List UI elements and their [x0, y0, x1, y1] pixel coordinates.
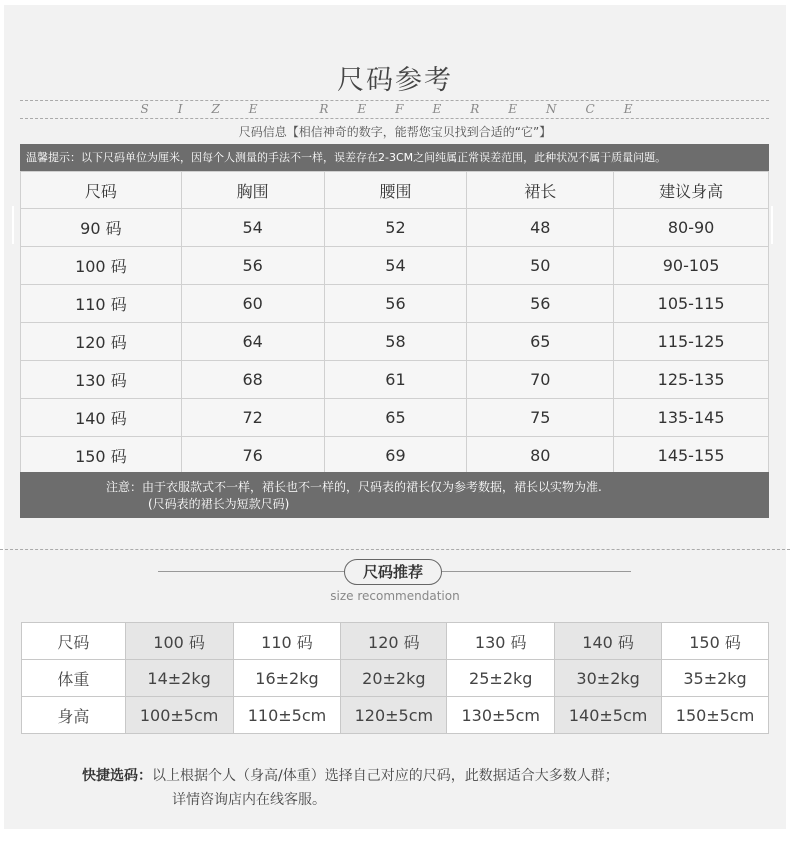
size-cell: 140 码 — [21, 399, 182, 437]
chest-cell: 64 — [181, 323, 324, 361]
table-row — [21, 285, 769, 323]
rec-right-line — [441, 571, 631, 572]
height-cell: 125-135 — [614, 361, 769, 399]
weight-cell: 14±2kg — [125, 660, 233, 697]
chest-cell: 76 — [181, 437, 324, 475]
top-dash-divider — [20, 100, 769, 101]
waist-cell: 56 — [324, 285, 467, 323]
height-cell: 140±5cm — [555, 697, 662, 734]
recommendation-subtitle: size recommendation — [330, 589, 460, 603]
weight-cell: 25±2kg — [447, 660, 555, 697]
weight-cell: 20±2kg — [341, 660, 447, 697]
size-cell: 100 码 — [125, 623, 233, 660]
size-cell: 90 码 — [21, 209, 182, 247]
length-cell: 50 — [467, 247, 614, 285]
chest-cell: 72 — [181, 399, 324, 437]
table-row — [21, 399, 769, 437]
height-cell: 105-115 — [614, 285, 769, 323]
height-cell: 150±5cm — [662, 697, 769, 734]
height-cell: 120±5cm — [341, 697, 447, 734]
left-edge-mark — [12, 206, 14, 244]
length-cell: 65 — [467, 323, 614, 361]
section-dash-divider — [0, 549, 790, 550]
height-cell: 135-145 — [614, 399, 769, 437]
table-row — [21, 361, 769, 399]
page-title: 尺码参考 — [337, 65, 453, 96]
chest-cell: 56 — [181, 247, 324, 285]
row-label: 体重 — [22, 660, 126, 697]
waist-cell: 69 — [324, 437, 467, 475]
header-cell: 裙长 — [467, 172, 614, 209]
header-cell: 腰围 — [324, 172, 467, 209]
note-line-2: (尺码表的裙长为短款尺码) — [148, 497, 290, 511]
header-cell: 建议身高 — [614, 172, 769, 209]
waist-cell: 54 — [324, 247, 467, 285]
table-row — [21, 209, 769, 247]
waist-cell: 58 — [324, 323, 467, 361]
size-table-header — [21, 172, 769, 209]
height-cell: 90-105 — [614, 247, 769, 285]
quick-pick-line-1 — [82, 764, 619, 788]
table-row — [22, 660, 769, 697]
waist-cell: 61 — [324, 361, 467, 399]
height-cell: 130±5cm — [447, 697, 555, 734]
table-row — [21, 323, 769, 361]
table-row — [21, 247, 769, 285]
length-cell: 56 — [467, 285, 614, 323]
length-cell: 80 — [467, 437, 614, 475]
quick-pick-line-2: 详情咨询店内在线客服。 — [172, 792, 326, 808]
quick-pick-label: 快捷选码： — [82, 768, 152, 784]
length-cell: 48 — [467, 209, 614, 247]
right-edge-mark — [771, 206, 773, 244]
size-cell: 140 码 — [555, 623, 662, 660]
size-cell: 130 码 — [21, 361, 182, 399]
note-banner — [20, 472, 769, 518]
recommendation-table — [21, 622, 769, 734]
height-cell: 100±5cm — [125, 697, 233, 734]
size-cell: 150 码 — [662, 623, 769, 660]
warning-banner: 温馨提示：以下尺码单位为厘米，因每个人测量的手法不一样，误差存在2-3CM之间纯属正常误差范围，此种状况不属于质量问题。 — [20, 144, 769, 171]
quick-pick-note — [82, 764, 619, 812]
length-cell: 70 — [467, 361, 614, 399]
table-row — [22, 697, 769, 734]
size-cell: 110 码 — [21, 285, 182, 323]
quick-pick-text: 以上根据个人（身高/体重）选择自己对应的尺码，此数据适合大多数人群； — [152, 768, 619, 784]
height-cell: 115-125 — [614, 323, 769, 361]
rec-left-line — [158, 571, 344, 572]
note-line-1: 注意：由于衣服款式不一样，裙长也不一样的，尺码表的裙长仅为参考数据，裙长以实物为准. — [106, 480, 602, 494]
weight-cell: 16±2kg — [233, 660, 341, 697]
size-cell: 100 码 — [21, 247, 182, 285]
table-row — [22, 623, 769, 660]
size-table — [20, 171, 769, 475]
waist-cell: 52 — [324, 209, 467, 247]
weight-cell: 30±2kg — [555, 660, 662, 697]
size-cell: 120 码 — [341, 623, 447, 660]
chest-cell: 68 — [181, 361, 324, 399]
length-cell: 75 — [467, 399, 614, 437]
row-label: 尺码 — [22, 623, 126, 660]
size-cell: 150 码 — [21, 437, 182, 475]
table-row — [21, 437, 769, 475]
size-reference-caption: SIZE REFERENCE — [140, 102, 662, 116]
chest-cell: 60 — [181, 285, 324, 323]
size-cell: 130 码 — [447, 623, 555, 660]
size-info-subtitle: 尺码信息【相信神奇的数字，能帮您宝贝找到合适的“它”】 — [238, 125, 552, 139]
header-cell: 尺码 — [21, 172, 182, 209]
header-cell: 胸围 — [181, 172, 324, 209]
height-cell: 80-90 — [614, 209, 769, 247]
weight-cell: 35±2kg — [662, 660, 769, 697]
row-label: 身高 — [22, 697, 126, 734]
size-cell: 120 码 — [21, 323, 182, 361]
height-cell: 145-155 — [614, 437, 769, 475]
height-cell: 110±5cm — [233, 697, 341, 734]
chest-cell: 54 — [181, 209, 324, 247]
size-cell: 110 码 — [233, 623, 341, 660]
recommendation-title: 尺码推荐 — [344, 559, 442, 585]
waist-cell: 65 — [324, 399, 467, 437]
top-dash-divider-2 — [20, 118, 769, 119]
